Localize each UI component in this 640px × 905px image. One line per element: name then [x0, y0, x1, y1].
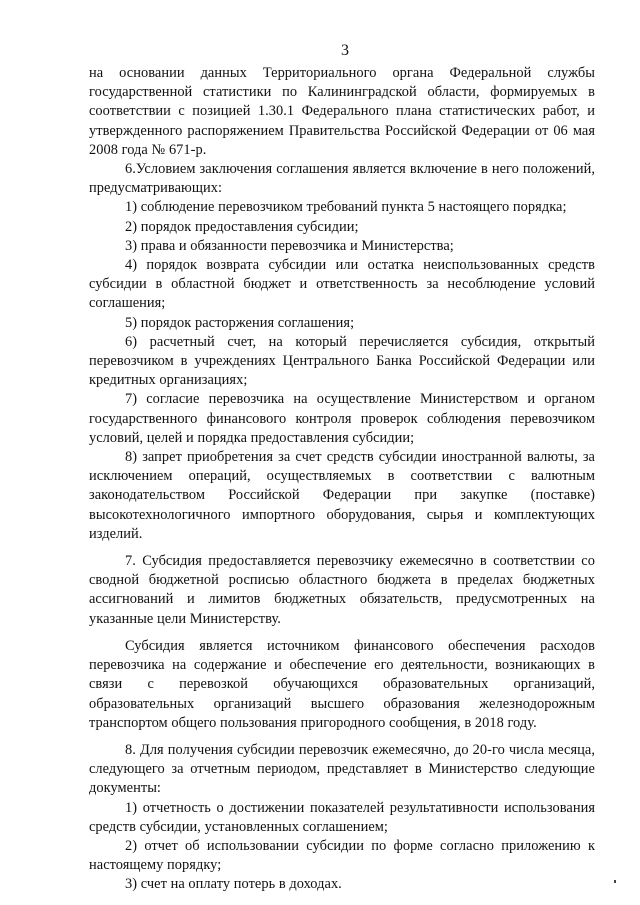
list-item-6-3: 3) права и обязанности перевозчика и Министерства; — [125, 237, 454, 254]
list-item-6-6: 6) расчетный счет, на который перечисляется субсидия, открытый перевозчиком в учреждениях Центрального Банка Российской Федерации или кредитных организациях; — [89, 333, 595, 389]
list-item-8-3: 3) счет на оплату потерь в доходах. — [125, 876, 342, 893]
paragraph-clause-8: 8. Для получения субсидии перевозчик ежемесячно, до 20-го числа месяца, следующего за отчетным периодом, представляет в Министерство следующие документы: — [89, 741, 595, 797]
list-item-8-1: 1) отчетность о достижении показателей результативности использования средств субсидии, установленных соглашением; — [89, 799, 595, 835]
scan-mark — [614, 880, 616, 883]
paragraph-continuation: на основании данных Территориального органа Федеральной службы государственной статистики по Калининградской области, формируемых в соответствии с позицией 1.30.1 Федерального плана статистических работ, и утвержденного распоряжением Правительства Российской Федерации от 06 мая 2008 года № 671-р. — [89, 65, 595, 158]
paragraph-subsidy-source: Субсидия является источником финансового обеспечения расходов перевозчика на содержание и обеспечение его деятельности, возникающих в связи с перевозкой обучающихся образовательных организаций, образовательных организаций высшего образования железнодорожным транспортом общего пользования пригородного сообщения, в 2018 году. — [89, 637, 595, 731]
list-item-6-2: 2) порядок предоставления субсидии; — [125, 218, 359, 235]
list-item-6-7: 7) согласие перевозчика на осуществление Министерством и органом государственного финансового контроля проверок соблюдения перевозчиком условий, целей и порядка предоставления субсидии; — [89, 391, 595, 446]
paragraph-clause-6: 6.Условием заключения соглашения является включение в него положений, предусматривающих: — [89, 161, 595, 197]
list-item-6-4: 4) порядок возврата субсидии или остатка неиспользованных средств субсидии в областной бюджет и ответственность за несоблюдение условий соглашения; — [89, 257, 595, 312]
list-item-6-5: 5) порядок расторжения соглашения; — [125, 314, 355, 331]
list-item-6-1: 1) соблюдение перевозчиком требований пункта 5 настоящего порядка; — [125, 199, 567, 216]
document-page — [89, 40, 595, 895]
list-item-8-2: 2) отчет об использовании субсидии по форме согласно приложению к настоящему порядку; — [89, 837, 595, 874]
page-number: 3 — [341, 42, 349, 59]
list-item-6-8: 8) запрет приобретения за счет средств субсидии иностранной валюты, за исключением операций, осуществляемых в соответствии с валютным законодательством Российской Федерации при закупке (поставке) высокотехнологичного импортного оборудования, сырья и комплектующих изделий. — [89, 449, 595, 542]
paragraph-clause-7: 7. Субсидия предоставляется перевозчику ежемесячно в соответствии со сводной бюджетной росписью областного бюджета в пределах бюджетных ассигнований и лимитов бюджетных обязательств, предусмотренных на указанные цели Министерству. — [89, 553, 595, 627]
